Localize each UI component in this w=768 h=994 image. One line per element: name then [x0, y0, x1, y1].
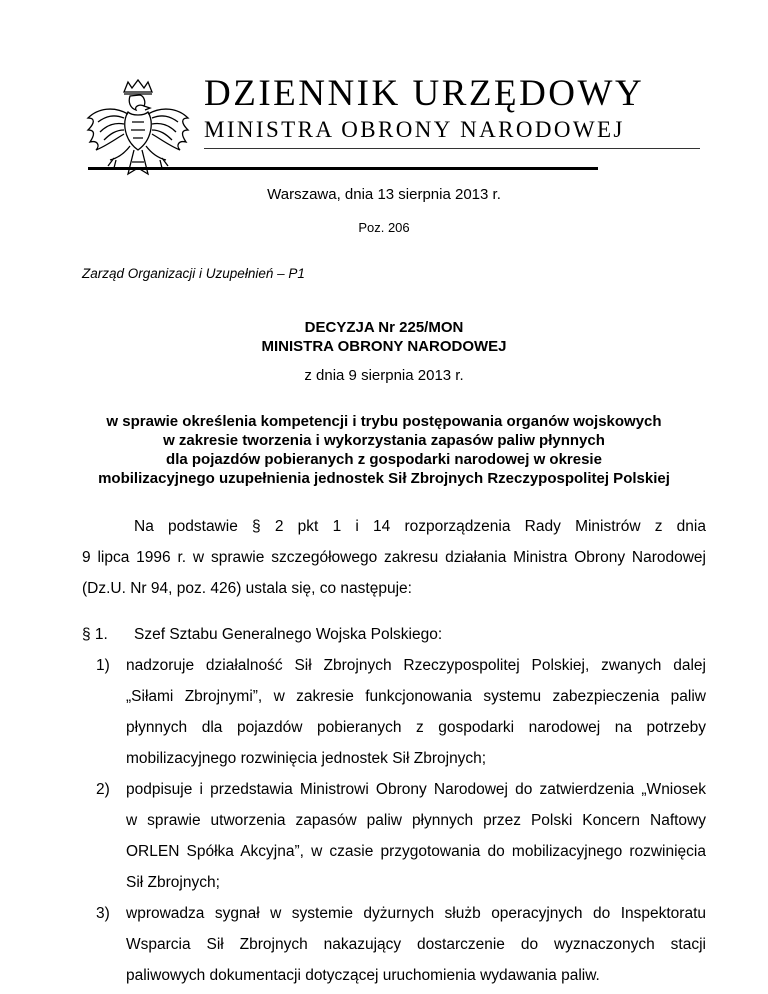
polish-eagle-emblem-icon [84, 78, 192, 190]
position-number: Poz. 206 [358, 220, 410, 235]
list-item-line: płynnych dla pojazdów pobieranych z gospodarki narodowej na potrzeby [126, 719, 706, 736]
list-item-line: mobilizacyjnego rozwinięcia jednostek Sił Zbrojnych; [126, 750, 487, 767]
subject-line: dla pojazdów pobieranych z gospodarki narodowej w okresie [166, 451, 602, 468]
list-item-number: 3) [96, 905, 110, 922]
decision-date: z dnia 9 sierpnia 2013 r. [304, 367, 464, 384]
decision-subject [0, 412, 768, 488]
journal-subtitle: MINISTRA OBRONY NARODOWEJ [204, 117, 625, 142]
journal-title: DZIENNIK URZĘDOWY [204, 73, 645, 114]
list-item-line: Wsparcia Sił Zbrojnych nakazujący dostarczenie do wyznaczonych stacji [126, 936, 706, 953]
list-item-line: wprowadza sygnał w systemie dyżurnych służb operacyjnych do Inspektoratu [126, 905, 706, 922]
decision-number: DECYZJA Nr 225/MON [304, 319, 464, 336]
masthead-divider-thick [88, 167, 598, 170]
list-item-line: Sił Zbrojnych; [126, 874, 220, 891]
section-heading: Szef Sztabu Generalnego Wojska Polskiego: [134, 626, 443, 643]
preamble-line: (Dz.U. Nr 94, poz. 426) ustala się, co następuje: [82, 580, 412, 597]
list-item-line: ORLEN Spółka Akcyjna”, w czasie przygotowania do mobilizacyjnego rozwinięcia [126, 843, 706, 860]
preamble-line: 9 lipca 1996 r. w sprawie szczegółowego zakresu działania Ministra Obrony Narodowej [82, 549, 706, 566]
subject-line: mobilizacyjnego uzupełnienia jednostek Sił Zbrojnych Rzeczypospolitej Polskiej [98, 470, 670, 487]
place-and-date: Warszawa, dnia 13 sierpnia 2013 r. [267, 186, 501, 203]
issuing-department: Zarząd Organizacji i Uzupełnień – P1 [82, 266, 305, 281]
list-item-number: 2) [96, 781, 110, 798]
list-item-number: 1) [96, 657, 110, 674]
list-item-line: paliwowych dokumentacji dotyczącej uruchomienia wydawania paliw. [126, 967, 600, 984]
decision-authority: MINISTRA OBRONY NARODOWEJ [261, 338, 507, 355]
section-label: § 1. [82, 626, 108, 643]
list-item-line: w sprawie utworzenia zapasów paliw płynnych przez Polski Koncern Naftowy [126, 812, 706, 829]
preamble-line: Na podstawie § 2 pkt 1 i 14 rozporządzenia Rady Ministrów z dnia [134, 518, 706, 535]
list-item-line: nadzoruje działalność Sił Zbrojnych Rzeczypospolitej Polskiej, zwanych dalej [126, 657, 706, 674]
masthead-divider-thin [204, 148, 700, 149]
list-item-line: „Siłami Zbrojnymi”, w zakresie funkcjonowania systemu zabezpieczenia paliw [126, 688, 706, 705]
list-item-line: podpisuje i przedstawia Ministrowi Obrony Narodowej do zatwierdzenia „Wniosek [126, 781, 706, 798]
subject-line: w sprawie określenia kompetencji i trybu postępowania organów wojskowych [106, 413, 662, 430]
subject-line: w zakresie tworzenia i wykorzystania zapasów paliw płynnych [163, 432, 605, 449]
